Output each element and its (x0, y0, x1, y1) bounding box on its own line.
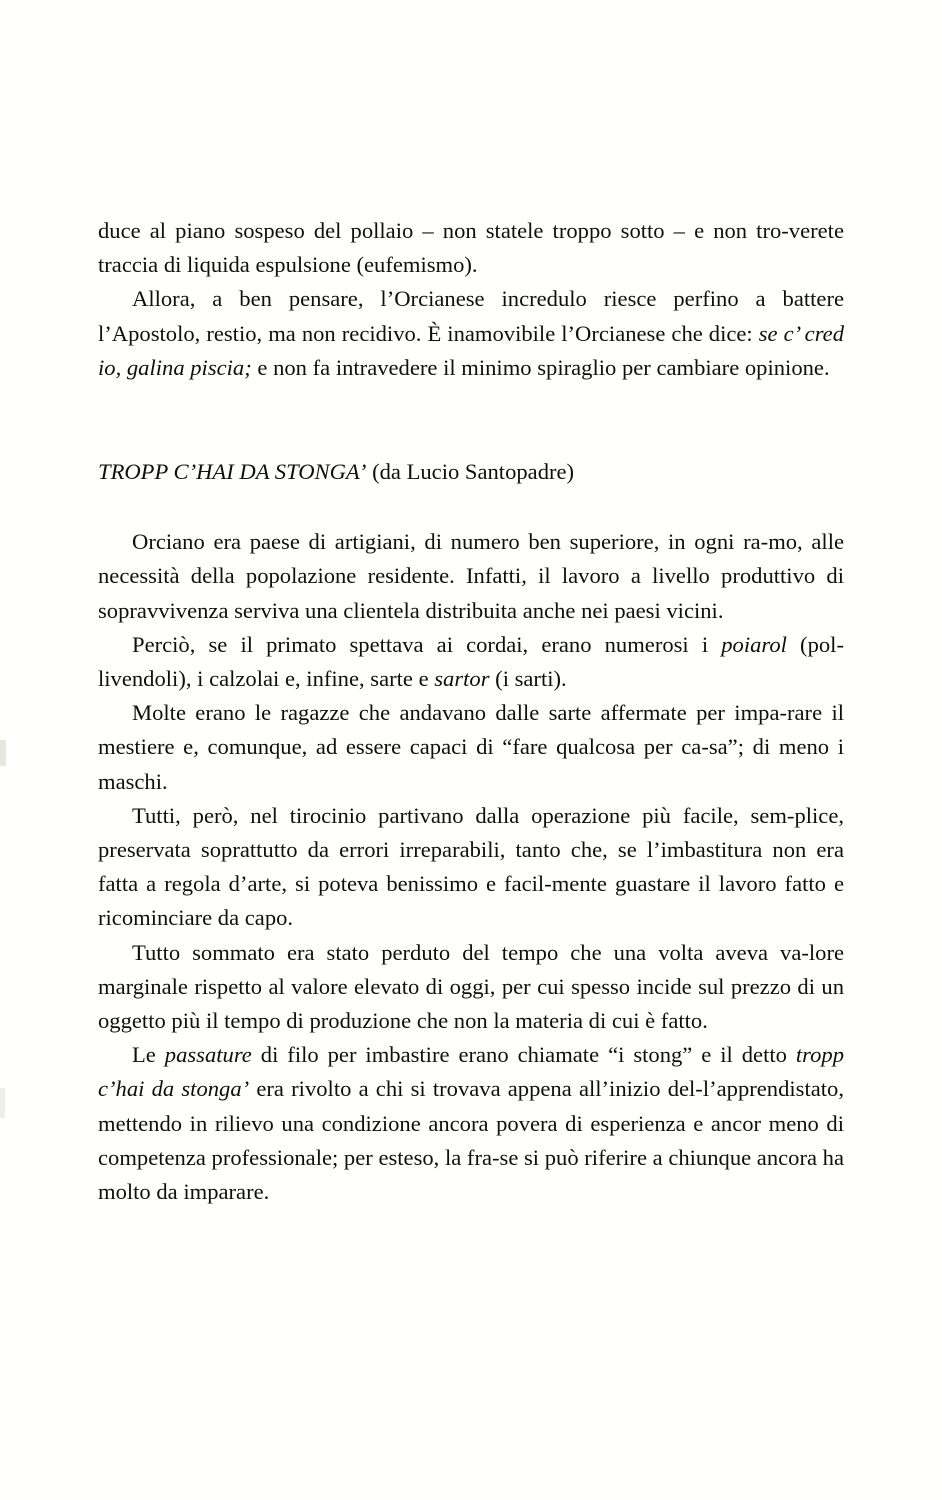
paragraph-percio-b: (pol-livendoli), i calzolai e, infine, sarte e (98, 631, 844, 692)
section-heading (98, 455, 844, 489)
paragraph-percio-c: (i sarti). (489, 666, 567, 692)
section-spacer (98, 385, 844, 455)
paragraph-allora (98, 282, 844, 385)
paragraph-tutto: Tutto sommato era stato perduto del tempo che una volta aveva va-lore marginale rispetto al valore elevato di oggi, per cui spesso incide sul prezzo di un oggetto più il tempo di produzione che non la materia di cui è fatto. (98, 939, 844, 1034)
paragraph-continuation: duce al piano sospeso del pollaio – non statele troppo sotto – e non tro-verete traccia di liquida espulsione (eufemismo). (98, 218, 844, 278)
paragraph-le-a: Le (132, 1042, 165, 1068)
dialect-phrase-galina-piscia: se c’ cred io, galina piscia; (98, 320, 844, 380)
paragraph-orciano: Orciano era paese di artigiani, di numero ben superiore, in ogni ra-mo, alle necessità della popolazione residente. Infatti, il lavoro a livello produttivo di sopravvivenza serviva una clientela distribuita anche nei paesi vicini. (98, 529, 844, 623)
section-heading-title: TROPP C’HAI DA STONGA’ (98, 459, 367, 485)
paragraph-allora-tail: e non fa intravedere il minimo spiraglio per cambiare opinione. (251, 354, 830, 380)
paragraph-le-c: era rivolto a chi si trovava appena all’inizio del-l’apprendistato, mettendo in rilievo una condizione ancora povera di esperienza e ancor meno di competenza professionale; per esteso, la fra-se si può riferire a chiunque ancora ha molto da imparare. (98, 1076, 844, 1205)
paragraph-molte: Molte erano le ragazze che andavano dalle sarte affermate per impa-rare il mestiere e, comunque, ad essere capaci di “fare qualcosa per ca-sa”; di meno i maschi. (98, 700, 844, 794)
text-column (98, 214, 844, 1209)
dialect-phrase-tropp-chai-da-stonga: tropp c’hai da stonga’ (98, 1042, 844, 1102)
dialect-word-poiarol: poiarol (721, 631, 787, 657)
section-heading-attribution: (da Lucio Santopadre) (366, 459, 575, 485)
paragraph-le-passature (98, 1038, 844, 1209)
page-edge-mark (0, 1088, 5, 1118)
paragraph-percio (98, 628, 844, 696)
dialect-word-passature: passature (164, 1042, 252, 1068)
paragraph-tutti: Tutti, però, nel tirocinio partivano dalla operazione più facile, sem-plice, preservata soprattutto da errori irreparabili, tanto che, se l’imbastitura non era fatta a regola d’arte, si poteva benissimo e facil-mente guastare il lavoro fatto e ricominciare da capo. (98, 802, 844, 931)
paragraph-allora-text: Allora, a ben pensare, l’Orcianese incredulo riesce perfino a battere l’Apostolo, restio, ma non recidivo. È inamovibile l’Orcianese che dice: (98, 286, 844, 346)
paragraph-percio-a: Perciò, se il primato spettava ai cordai, erano numerosi i (132, 631, 722, 657)
dialect-word-sartor: sartor (434, 666, 490, 692)
heading-spacer (98, 489, 844, 525)
page-edge-mark (0, 740, 6, 766)
paragraph-le-b: di filo per imbastire erano chiamate “i stong” e il detto (251, 1042, 796, 1068)
